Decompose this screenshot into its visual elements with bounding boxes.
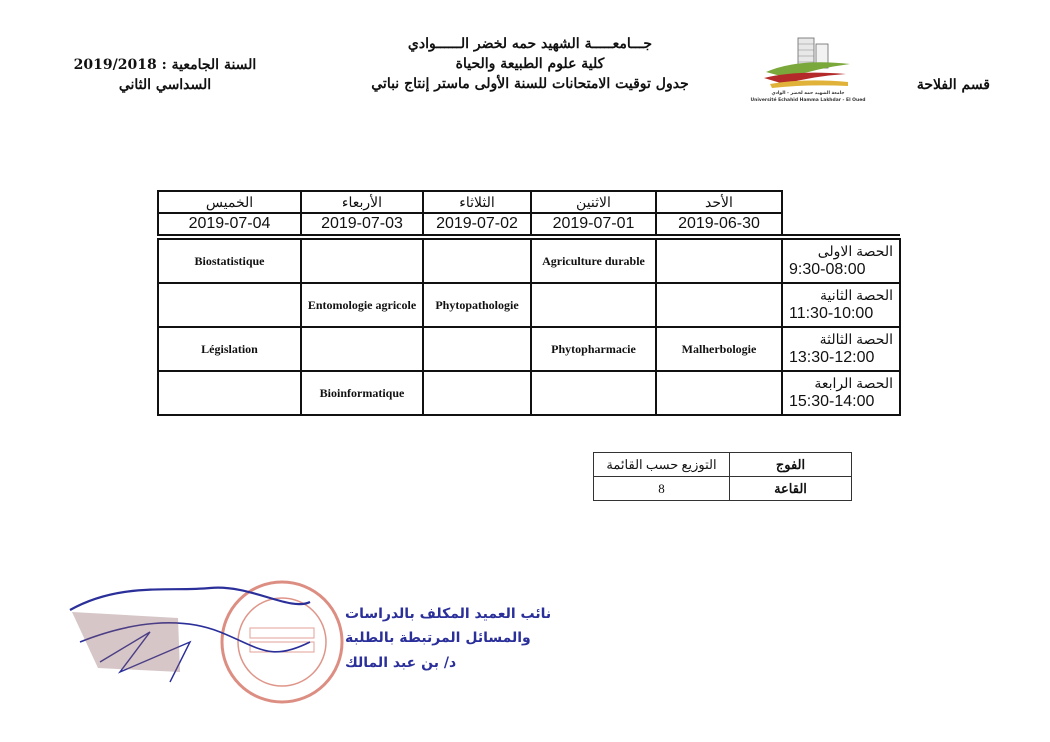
exam-slot xyxy=(531,371,656,415)
day-date: 2019-07-03 xyxy=(301,213,423,235)
day-names-row xyxy=(158,191,900,213)
group-room-table xyxy=(593,452,852,501)
corner-cell xyxy=(782,191,900,235)
exam-slot xyxy=(301,239,423,283)
period-label xyxy=(782,371,900,415)
exam-slot xyxy=(656,239,782,283)
day-date: 2019-07-02 xyxy=(423,213,531,235)
group-value: التوزيع حسب القائمة xyxy=(594,453,730,477)
semester: السداسي الثاني xyxy=(118,77,212,93)
exam-slot: Législation xyxy=(158,327,301,371)
period-time: 9:30-08:00 xyxy=(789,261,866,278)
signature-line-1: نائب العميد المكلف بالدراسات xyxy=(345,606,552,622)
exam-slot: Phytopathologie xyxy=(423,283,531,327)
room-value: 8 xyxy=(594,477,730,501)
day-date: 2019-07-01 xyxy=(531,213,656,235)
period-name: الحصة الثالثة xyxy=(819,331,893,347)
day-name: الثلاثاء xyxy=(423,191,531,213)
day-name: الأحد xyxy=(656,191,782,213)
period-label xyxy=(782,327,900,371)
period-label xyxy=(782,283,900,327)
exam-slot: Phytopharmacie xyxy=(531,327,656,371)
exam-slot: Malherbologie xyxy=(656,327,782,371)
exam-slot xyxy=(158,371,301,415)
period-time: 13:30-12:00 xyxy=(789,349,875,366)
day-name: الأربعاء xyxy=(301,191,423,213)
exam-slot xyxy=(423,327,531,371)
signature-line-3: د/ بن عبد المالك xyxy=(345,655,457,671)
period-row-3 xyxy=(158,327,900,371)
exam-slot: Agriculture durable xyxy=(531,239,656,283)
period-time: 11:30-10:00 xyxy=(789,305,874,322)
official-stamp-and-signature xyxy=(60,572,552,707)
exam-schedule-table xyxy=(157,190,901,416)
stamp-icon xyxy=(222,582,342,702)
period-label xyxy=(782,239,900,283)
period-name: الحصة الاولى xyxy=(817,243,893,259)
group-label: الفوج xyxy=(730,453,852,477)
period-row-2 xyxy=(158,283,900,327)
exam-slot xyxy=(656,371,782,415)
exam-slot: Bioinformatique xyxy=(301,371,423,415)
period-row-1 xyxy=(158,239,900,283)
room-row xyxy=(594,477,852,501)
document-title: جدول توقيت الامتحانات للسنة الأولى ماستر إنتاج نباتي xyxy=(371,76,689,92)
signature-scribble-icon xyxy=(70,588,310,682)
period-time: 15:30-14:00 xyxy=(789,393,875,410)
exam-slot xyxy=(423,371,531,415)
day-date: 2019-06-30 xyxy=(656,213,782,235)
exam-slot xyxy=(531,283,656,327)
academic-year: السنة الجامعية : 2019/2018 xyxy=(73,57,257,73)
exam-slot xyxy=(301,327,423,371)
exam-slot: Entomologie agricole xyxy=(301,283,423,327)
period-name: الحصة الثانية xyxy=(819,287,893,303)
academic-year-block xyxy=(65,55,265,95)
exam-slot xyxy=(423,239,531,283)
day-name: الخميس xyxy=(158,191,301,213)
room-label: القاعة xyxy=(730,477,852,501)
period-row-4 xyxy=(158,371,900,415)
department-name: قسم الفلاحة xyxy=(916,77,990,93)
faculty-name: كلية علوم الطبيعة والحياة xyxy=(455,56,605,72)
exam-slot xyxy=(158,283,301,327)
university-name: جـــامعـــــة الشهيد حمه لخضر الــــــوادي xyxy=(407,36,653,52)
group-row xyxy=(594,453,852,477)
day-name: الاثنين xyxy=(531,191,656,213)
signature-line-2: والمسائل المرتبطة بالطلبة xyxy=(345,630,531,646)
logo-caption-fr: Université Echahid Hamma Lakhdar - El Oued xyxy=(750,98,866,103)
exam-slot xyxy=(656,283,782,327)
logo-caption-ar: جامعة الشهيد حمه لخضر - الوادي xyxy=(771,91,845,96)
university-logo xyxy=(750,34,866,106)
day-date: 2019-07-04 xyxy=(158,213,301,235)
period-name: الحصة الرابعة xyxy=(814,375,893,391)
exam-slot: Biostatistique xyxy=(158,239,301,283)
